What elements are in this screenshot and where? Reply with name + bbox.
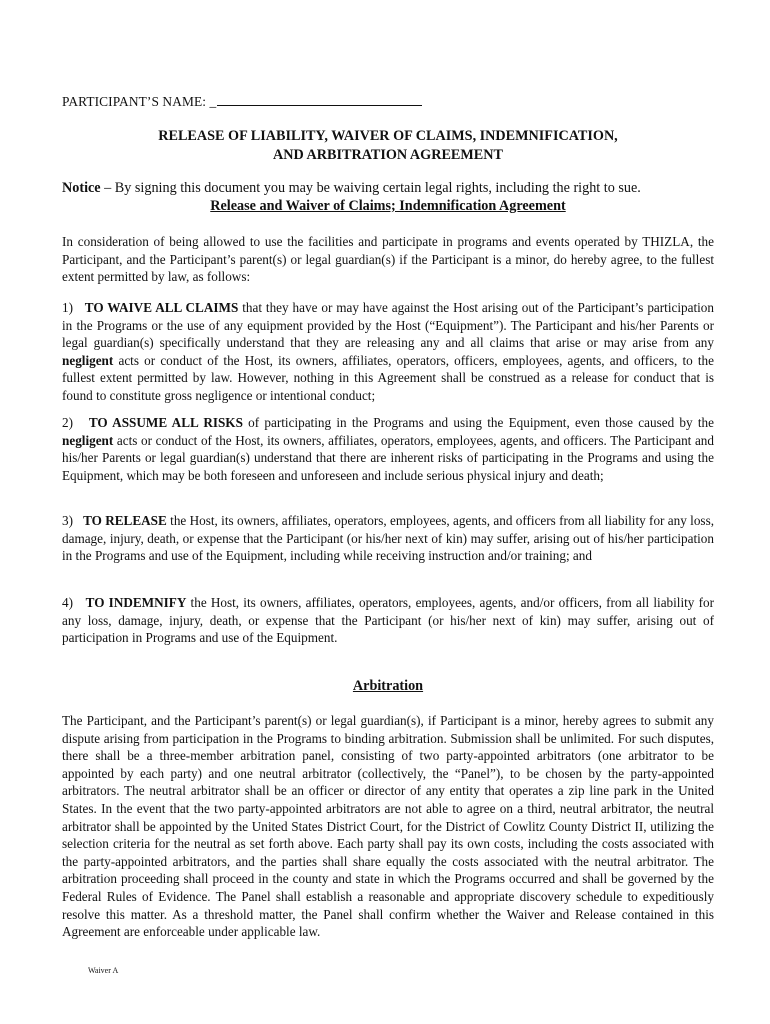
clause-indemnify bbox=[62, 594, 714, 647]
intro-paragraph: In consideration of being allowed to use the facilities and participate in programs and events operated by THIZLA, the Participant, and the Participant’s parent(s) or legal guardian(s) if the Participant is a minor, do hereby agree, to the fullest extent permitted by law, as follows: bbox=[62, 234, 714, 285]
clause-2-number: 2) bbox=[62, 415, 73, 430]
clause-4-text: the Host, its owners, affiliates, operators, employees, agents, and/or officers, from all liability for any loss, damage, injury, death, or expense that the Participant (or his/her next of kin) may suffer, arising out of participation in Programs and use of the Equipment. bbox=[62, 595, 714, 646]
notice-label: Notice bbox=[62, 180, 101, 196]
notice-text: – By signing this document you may be waiving certain legal rights, including the right to sue. bbox=[100, 180, 641, 196]
clause-1-heading: TO WAIVE ALL CLAIMS bbox=[84, 300, 239, 315]
clause-assume-risks bbox=[62, 414, 714, 484]
clause-3-number: 3) bbox=[62, 513, 73, 528]
participant-name-blank[interactable] bbox=[217, 92, 422, 106]
document-title bbox=[62, 127, 714, 165]
clause-1-emphasis: negligent bbox=[62, 352, 114, 368]
title-line-2: AND ARBITRATION AGREEMENT bbox=[273, 147, 503, 163]
notice-line bbox=[62, 180, 714, 197]
clause-1-text-a: that they have or may have against the Host arising out of the Participant’s participation in the Programs or the use of any equipment provided by the Host (“Equipment”). The Participant and his/her Parents or legal guardian(s) specifically understand that they are releasing any and all claims that arise or may arise from any bbox=[62, 300, 714, 351]
clause-waive-claims bbox=[62, 299, 714, 405]
page-footer: Waiver A bbox=[88, 966, 119, 975]
participant-name-line bbox=[62, 92, 422, 110]
arbitration-heading: Arbitration bbox=[352, 678, 424, 694]
clause-4-number: 4) bbox=[62, 595, 73, 610]
clause-1-text-b: acts or conduct of the Host, its owners, affiliates, operators, officers, employees, agents, and officers, to the fullest extent permitted by law. However, nothing in this Agreement shall be construed as a release for conduct that is found to constitute gross negligence or intentional conduct; bbox=[62, 352, 714, 403]
clause-3-heading: TO RELEASE bbox=[83, 513, 167, 528]
arbitration-paragraph: The Participant, and the Participant’s parent(s) or legal guardian(s), if Participant is a minor, hereby agrees to submit any dispute arising from participation in the Programs to binding arbitration. Submission shall be unlimited. For such disputes, there shall be a three-member arbitration panel, consisting of two party-appointed arbitrators (one arbitrator to be appointed by each party) and one neutral arbitrator (collectively, the “Panel”), to be chosen by the party-appointed arbitrators. The neutral arbitrator shall be an officer or director of any entity that operates a zip line park in the United States. In the event that the two party-appointed arbitrators are not able to agree on a third, neutral arbitrator, the neutral arbitrator shall be appointed by the United States District Court, for the District of Cowlitz County District II, utilizing the selection criteria for the neutral as set forth above. Each party shall pay its own costs, including the costs associated with the party-appointed arbitrators, and the parties shall share equally the costs associated with the neutral arbitrator. The arbitration proceeding shall proceed in the county and state in which the Programs occurred and shall be governed by the Federal Rules of Evidence. The Panel shall establish a reasonable and appropriate discovery schedule to expeditiously resolve this matter. As a threshold matter, the Panel shall confirm whether the Waiver and Release contained in this Agreement are enforceable under applicable law. bbox=[62, 713, 714, 940]
clause-1-number: 1) bbox=[62, 300, 73, 315]
clause-2-emphasis: negligent bbox=[62, 432, 114, 448]
clause-release bbox=[62, 512, 714, 565]
participant-name-label: PARTICIPANT’S NAME: _ bbox=[62, 94, 217, 109]
clause-2-text-b: acts or conduct of the Host, its owners, affiliates, operators, employees, agents, and officers. The Participant and his/her Parents or legal guardian(s) understand that there are inherent risks of participating in the Programs and using the Equipment, which may be both foreseen and unforeseen and include serious physical injury and death; bbox=[62, 432, 714, 483]
clause-2-heading: TO ASSUME ALL RISKS bbox=[88, 415, 243, 430]
clause-2-text-a: of participating in the Programs and using the Equipment, even those caused by the bbox=[242, 415, 714, 430]
title-line-1: RELEASE OF LIABILITY, WAIVER OF CLAIMS, INDEMNIFICATION, bbox=[158, 128, 618, 144]
clause-4-heading: TO INDEMNIFY bbox=[85, 595, 187, 610]
clause-3-text: the Host, its owners, affiliates, operators, employees, agents, and officers from all liability for any loss, damage, injury, death, or expense that the Participant (or his/her next of kin) may suffer, arising out of his/her participation in the Programs and use of the Equipment, including while receiving instruction and/or training; and bbox=[62, 513, 714, 564]
release-heading: Release and Waiver of Claims; Indemnification Agreement bbox=[210, 198, 566, 214]
